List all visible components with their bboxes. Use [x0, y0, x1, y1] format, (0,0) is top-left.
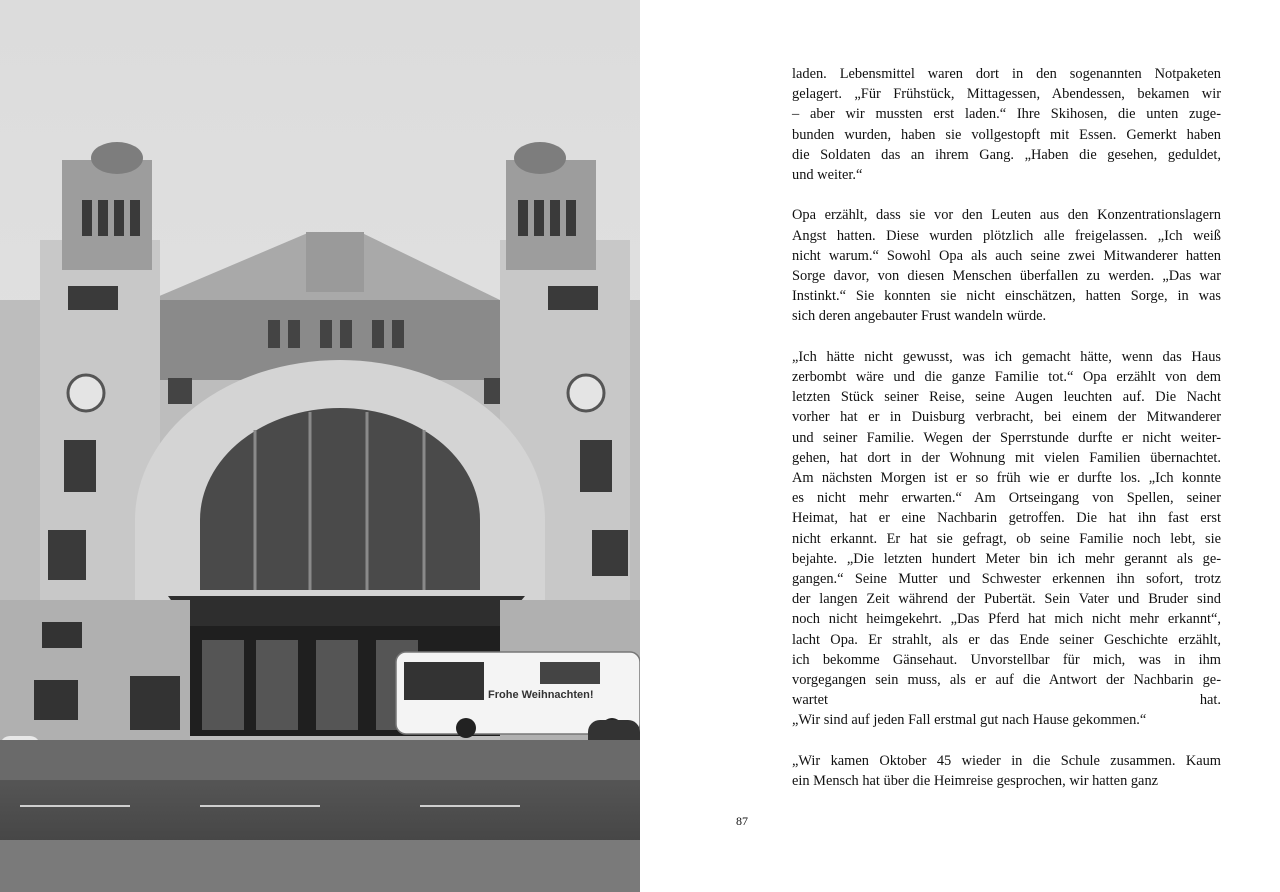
text-line: gelagert. „Für Frühstück, Mittagessen, Abendessen, bekamen wir [792, 86, 1221, 103]
text-line: die Soldaten das an ihrem Gang. „Haben die gesehen, geduldet, [792, 146, 1221, 163]
text-line: vorher hat er in Duisburg verbracht, bei einem der Mitwanderer [792, 409, 1221, 426]
text-line: nicht erkannt. Er hat sie gefragt, ob seine Familie noch lebt, sie [792, 530, 1221, 547]
paragraph [792, 347, 1221, 731]
text-line: bunden wurden, haben sie vollgestopft mit Essen. Gemerkt haben [792, 126, 1221, 143]
text-line: es nicht mehr erwarten.“ Am Ortseingang von Spellen, seiner [792, 490, 1221, 507]
text-line: Sorge davor, von diesen Menschen überfallen zu werden. „Das war [792, 268, 1221, 285]
text-line: Instinkt.“ Sie konnten sie nicht einschätzen, hatten Sorge, in was [792, 288, 1221, 305]
text-line: gehen, hat dort in der Wohnung mit vielen Familien übernachtet. [792, 449, 1221, 466]
body-text [792, 64, 1221, 811]
paragraph [792, 751, 1221, 791]
text-line: lacht Opa. Er strahlt, als er das Ende seiner Geschichte erzählt, [792, 631, 1221, 648]
page-number: 87 [736, 814, 748, 828]
text-line: „Ich hätte nicht gewusst, was ich gemacht hätte, wenn das Haus [792, 348, 1221, 365]
text-line: bejahte. „Die letzten hundert Meter bin ich mehr gerannt als ge- [792, 550, 1221, 567]
text-line: vorgegangen sein muss, als er auf die Antwort der Nachbarin ge- [792, 672, 1221, 689]
text-line: „Wir sind auf jeden Fall erstmal gut nach Hause gekommen.“ [792, 712, 1147, 729]
text-line: ich bekomme Gänsehaut. Unvorstellbar für mich, was in ihm [792, 651, 1221, 668]
text-line: zerbombt wäre und die ganze Familie tot.“ Opa erzählt von dem [792, 369, 1221, 386]
text-line: letzten Stück seiner Reise, seine Augen leuchten auf. Die Nacht [792, 389, 1221, 406]
bus-text: Frohe Weihnachten! [488, 689, 594, 701]
text-line: laden. Lebensmittel waren dort in den sogenannten Notpaketen [792, 66, 1221, 82]
paragraph [792, 205, 1221, 326]
text-line: Angst hatten. Diese wurden plötzlich alle freigelassen. „Ich weiß [792, 227, 1221, 244]
text-line: Opa erzählt, dass sie vor den Leuten aus den Konzentrationslagern [792, 207, 1221, 224]
text-line: Am nächsten Morgen ist er so früh wie er durfte los. „Ich konnte [792, 470, 1221, 487]
text-line: und seiner Familie. Wegen der Sperrstunde durfte er nicht weiter- [792, 429, 1221, 446]
text-line: Heimat, hat er eine Nachbarin getroffen. Die hat ihn fast erst [792, 510, 1221, 527]
text-line: nicht warum.“ Sowohl Opa als auch seine zwei Mitwanderer hatten [792, 247, 1221, 264]
paragraph [792, 64, 1221, 185]
text-line: sich deren angebauter Frust wandeln würde. [792, 308, 1047, 325]
text-line: ein Mensch hat über die Heimreise gesprochen, wir hatten ganz [792, 773, 1159, 790]
text-line: der langen Zeit während der Pubertät. Sein Vater und Bruder sind [792, 591, 1221, 608]
text-line: noch nicht heimgekehrt. „Das Pferd hat mich nicht mehr erkannt“, [792, 611, 1221, 628]
text-line: und weiter.“ [792, 167, 863, 184]
text-line: gangen.“ Seine Mutter und Schwester erkennen ihn sofort, trotz [792, 571, 1221, 588]
text-line: wartet hat. [792, 692, 1221, 709]
text-line: – aber wir mussten erst laden.“ Ihre Skihosen, die unten zuge- [792, 106, 1221, 123]
text-line: „Wir kamen Oktober 45 wieder in die Schule zusammen. Kaum [792, 752, 1221, 769]
